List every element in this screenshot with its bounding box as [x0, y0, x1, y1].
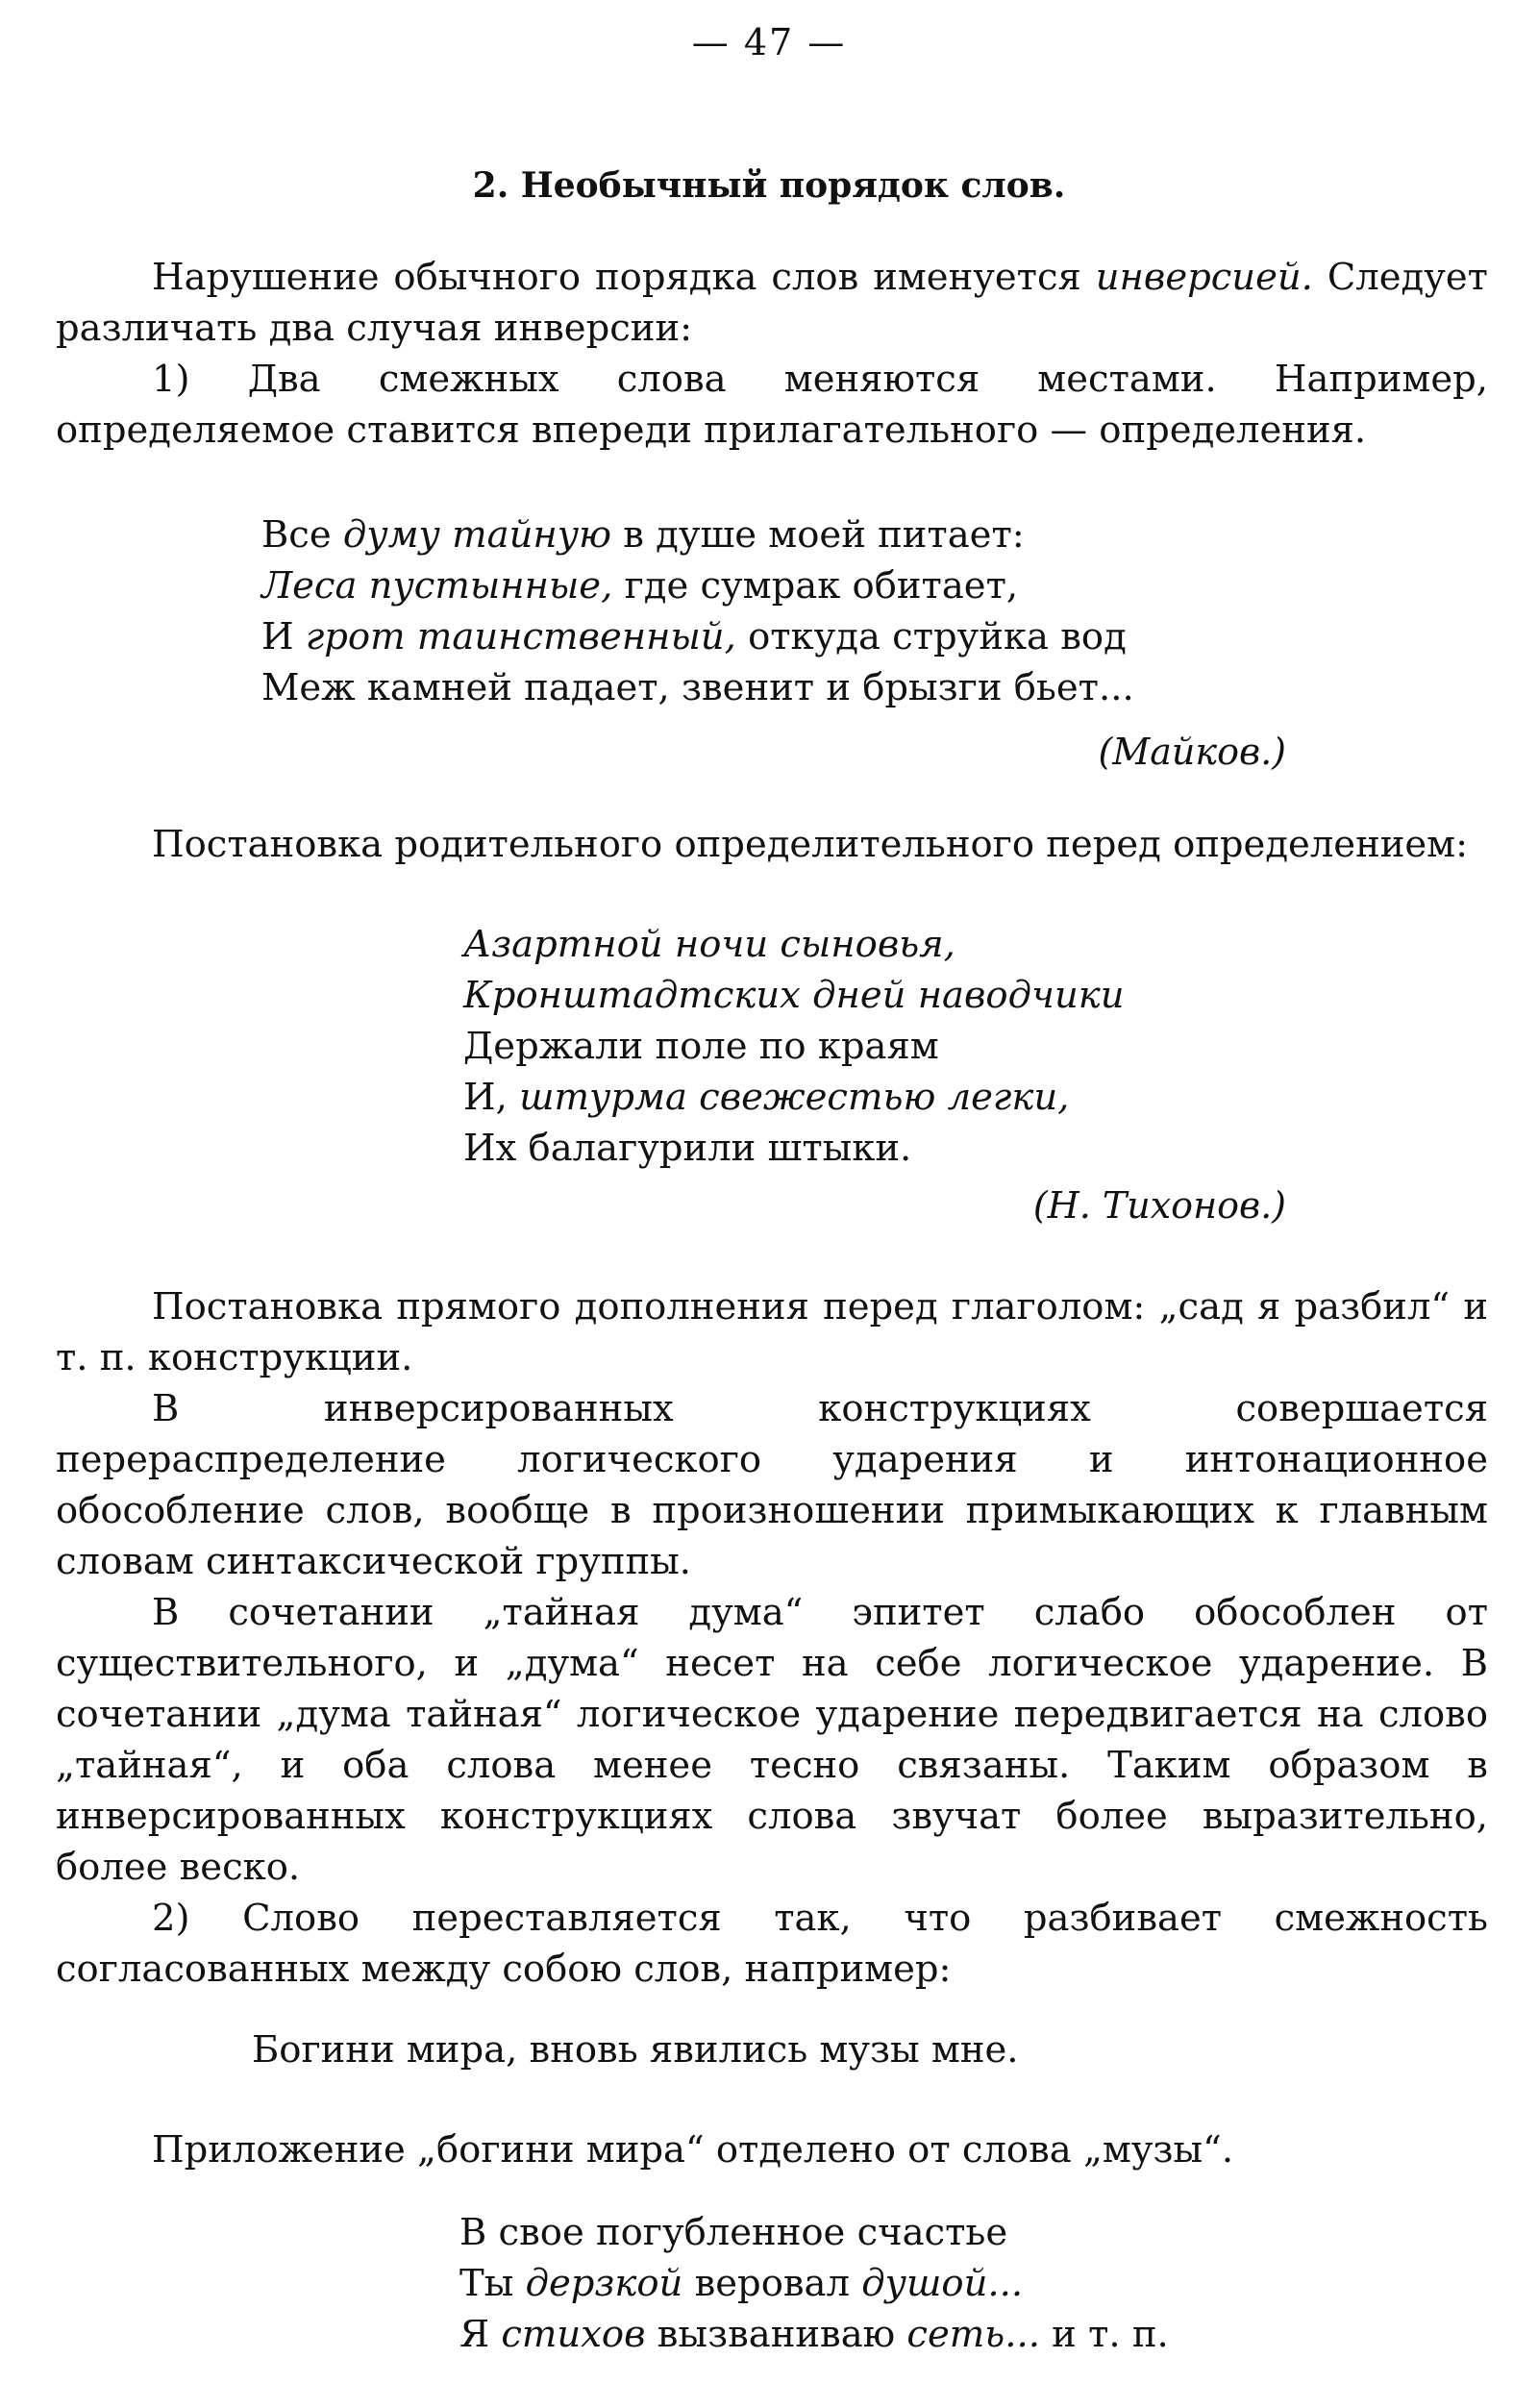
- italic-word: душой...: [861, 2262, 1024, 2305]
- paragraph-text: Постановка родительного определительного перед определением:: [152, 823, 1469, 866]
- italic-phrase: Леса пустынные,: [261, 564, 613, 608]
- text-run: Нарушение обычного порядка слов именуется: [152, 256, 1096, 299]
- paragraph-apposition: [56, 2124, 1488, 2175]
- text-run: И: [261, 615, 306, 658]
- verse-final: [459, 2207, 1169, 2360]
- text-run: в душе моей питает:: [610, 513, 1025, 557]
- page-number: — 47 —: [691, 21, 847, 63]
- text-run: Я: [459, 2313, 502, 2356]
- text-run: Следует различать два случая инверсии:: [56, 256, 1488, 350]
- paragraph-case-two: 2) Слово переставляется так, что разбивает смежность согласованных между собою слов, например:: [56, 1897, 1488, 1991]
- verse-line: [463, 919, 1125, 970]
- intro-text: [56, 252, 1488, 456]
- italic-phrase: думу тайную: [342, 513, 611, 557]
- attribution-tikhonov: (Н. Тихонов.): [1032, 1184, 1286, 1227]
- paragraph-example-analysis: В сочетании „тайная дума“ эпитет слабо обособлен от существительного, и „дума“ несет на себе логическое ударение. В сочетании „дума тайная“ логическое ударение передвигается на слово „тайная“, и оба слова менее тесно связаны. Таким образом в инверсированных конструкциях слова звучат более выразительно, более веско.: [56, 1591, 1488, 1889]
- italic-phrase: Кронштадтских дней наводчики: [463, 974, 1125, 1017]
- verse-line: Держали поле по краям: [463, 1025, 939, 1068]
- italic-word: сеть...: [906, 2313, 1040, 2356]
- paragraph-redistribution: В инверсированных конструкциях совершается перераспределение логического ударения и интонационное обособление слов, вообще в произношении примыкающих к главным словам синтаксической группы.: [56, 1387, 1488, 1583]
- paragraph-direct-object: Постановка прямого дополнения перед глаголом: „сад я разбил“ и т. п. конструкции.: [56, 1285, 1488, 1379]
- text-run: и т. п.: [1039, 2313, 1169, 2356]
- text-run: Все: [261, 513, 343, 557]
- verse-line: [261, 509, 1134, 560]
- text-run: откуда струйка вод: [735, 615, 1127, 658]
- italic-word: стихов: [501, 2313, 646, 2356]
- section-heading: 2. Необычный порядок слов.: [472, 165, 1066, 206]
- verse-line: В свое погубленное счастье: [459, 2211, 1008, 2254]
- italic-term: инверсией.: [1095, 256, 1313, 299]
- example-sentence: Богини мира, вновь явились музы мне.: [252, 2028, 1019, 2072]
- verse-line: [459, 2258, 1169, 2309]
- paragraph-case-one: 1) Два смежных слова меняются местами. Например, определяемое ставится впереди прилагательного — определения.: [56, 358, 1488, 452]
- verse-line: [261, 560, 1134, 611]
- text-run: веровал: [682, 2262, 862, 2305]
- italic-phrase: грот таинственный,: [305, 615, 736, 658]
- verse-line: Их балагурили штыки.: [463, 1127, 912, 1170]
- italic-word: дерзкой: [525, 2262, 683, 2305]
- paragraph-inversion-definition: [56, 252, 1488, 354]
- text-run: И,: [463, 1076, 520, 1119]
- verse-maikov: [261, 509, 1134, 713]
- verse-line: [463, 1072, 1125, 1123]
- text-run: Ты: [459, 2262, 526, 2305]
- text-run: где сумрак обитает,: [612, 564, 1019, 608]
- text-run: вызваниваю: [645, 2313, 907, 2356]
- italic-phrase: Азартной ночи сыновья,: [463, 923, 955, 966]
- italic-phrase: штурма свежестью легки,: [519, 1076, 1070, 1119]
- verse-line: Меж камней падает, звенит и брызги бьет...: [261, 666, 1134, 709]
- verse-line: [261, 611, 1134, 662]
- attribution-maikov: (Майков.): [1098, 731, 1286, 773]
- verse-tikhonov: [463, 919, 1125, 1174]
- paragraph-genitive: [56, 819, 1488, 870]
- paragraph-text: Приложение „богини мира“ отделено от слова „музы“.: [152, 2128, 1234, 2172]
- main-text: [56, 1281, 1488, 1995]
- verse-line: [459, 2309, 1169, 2360]
- verse-line: [463, 970, 1125, 1021]
